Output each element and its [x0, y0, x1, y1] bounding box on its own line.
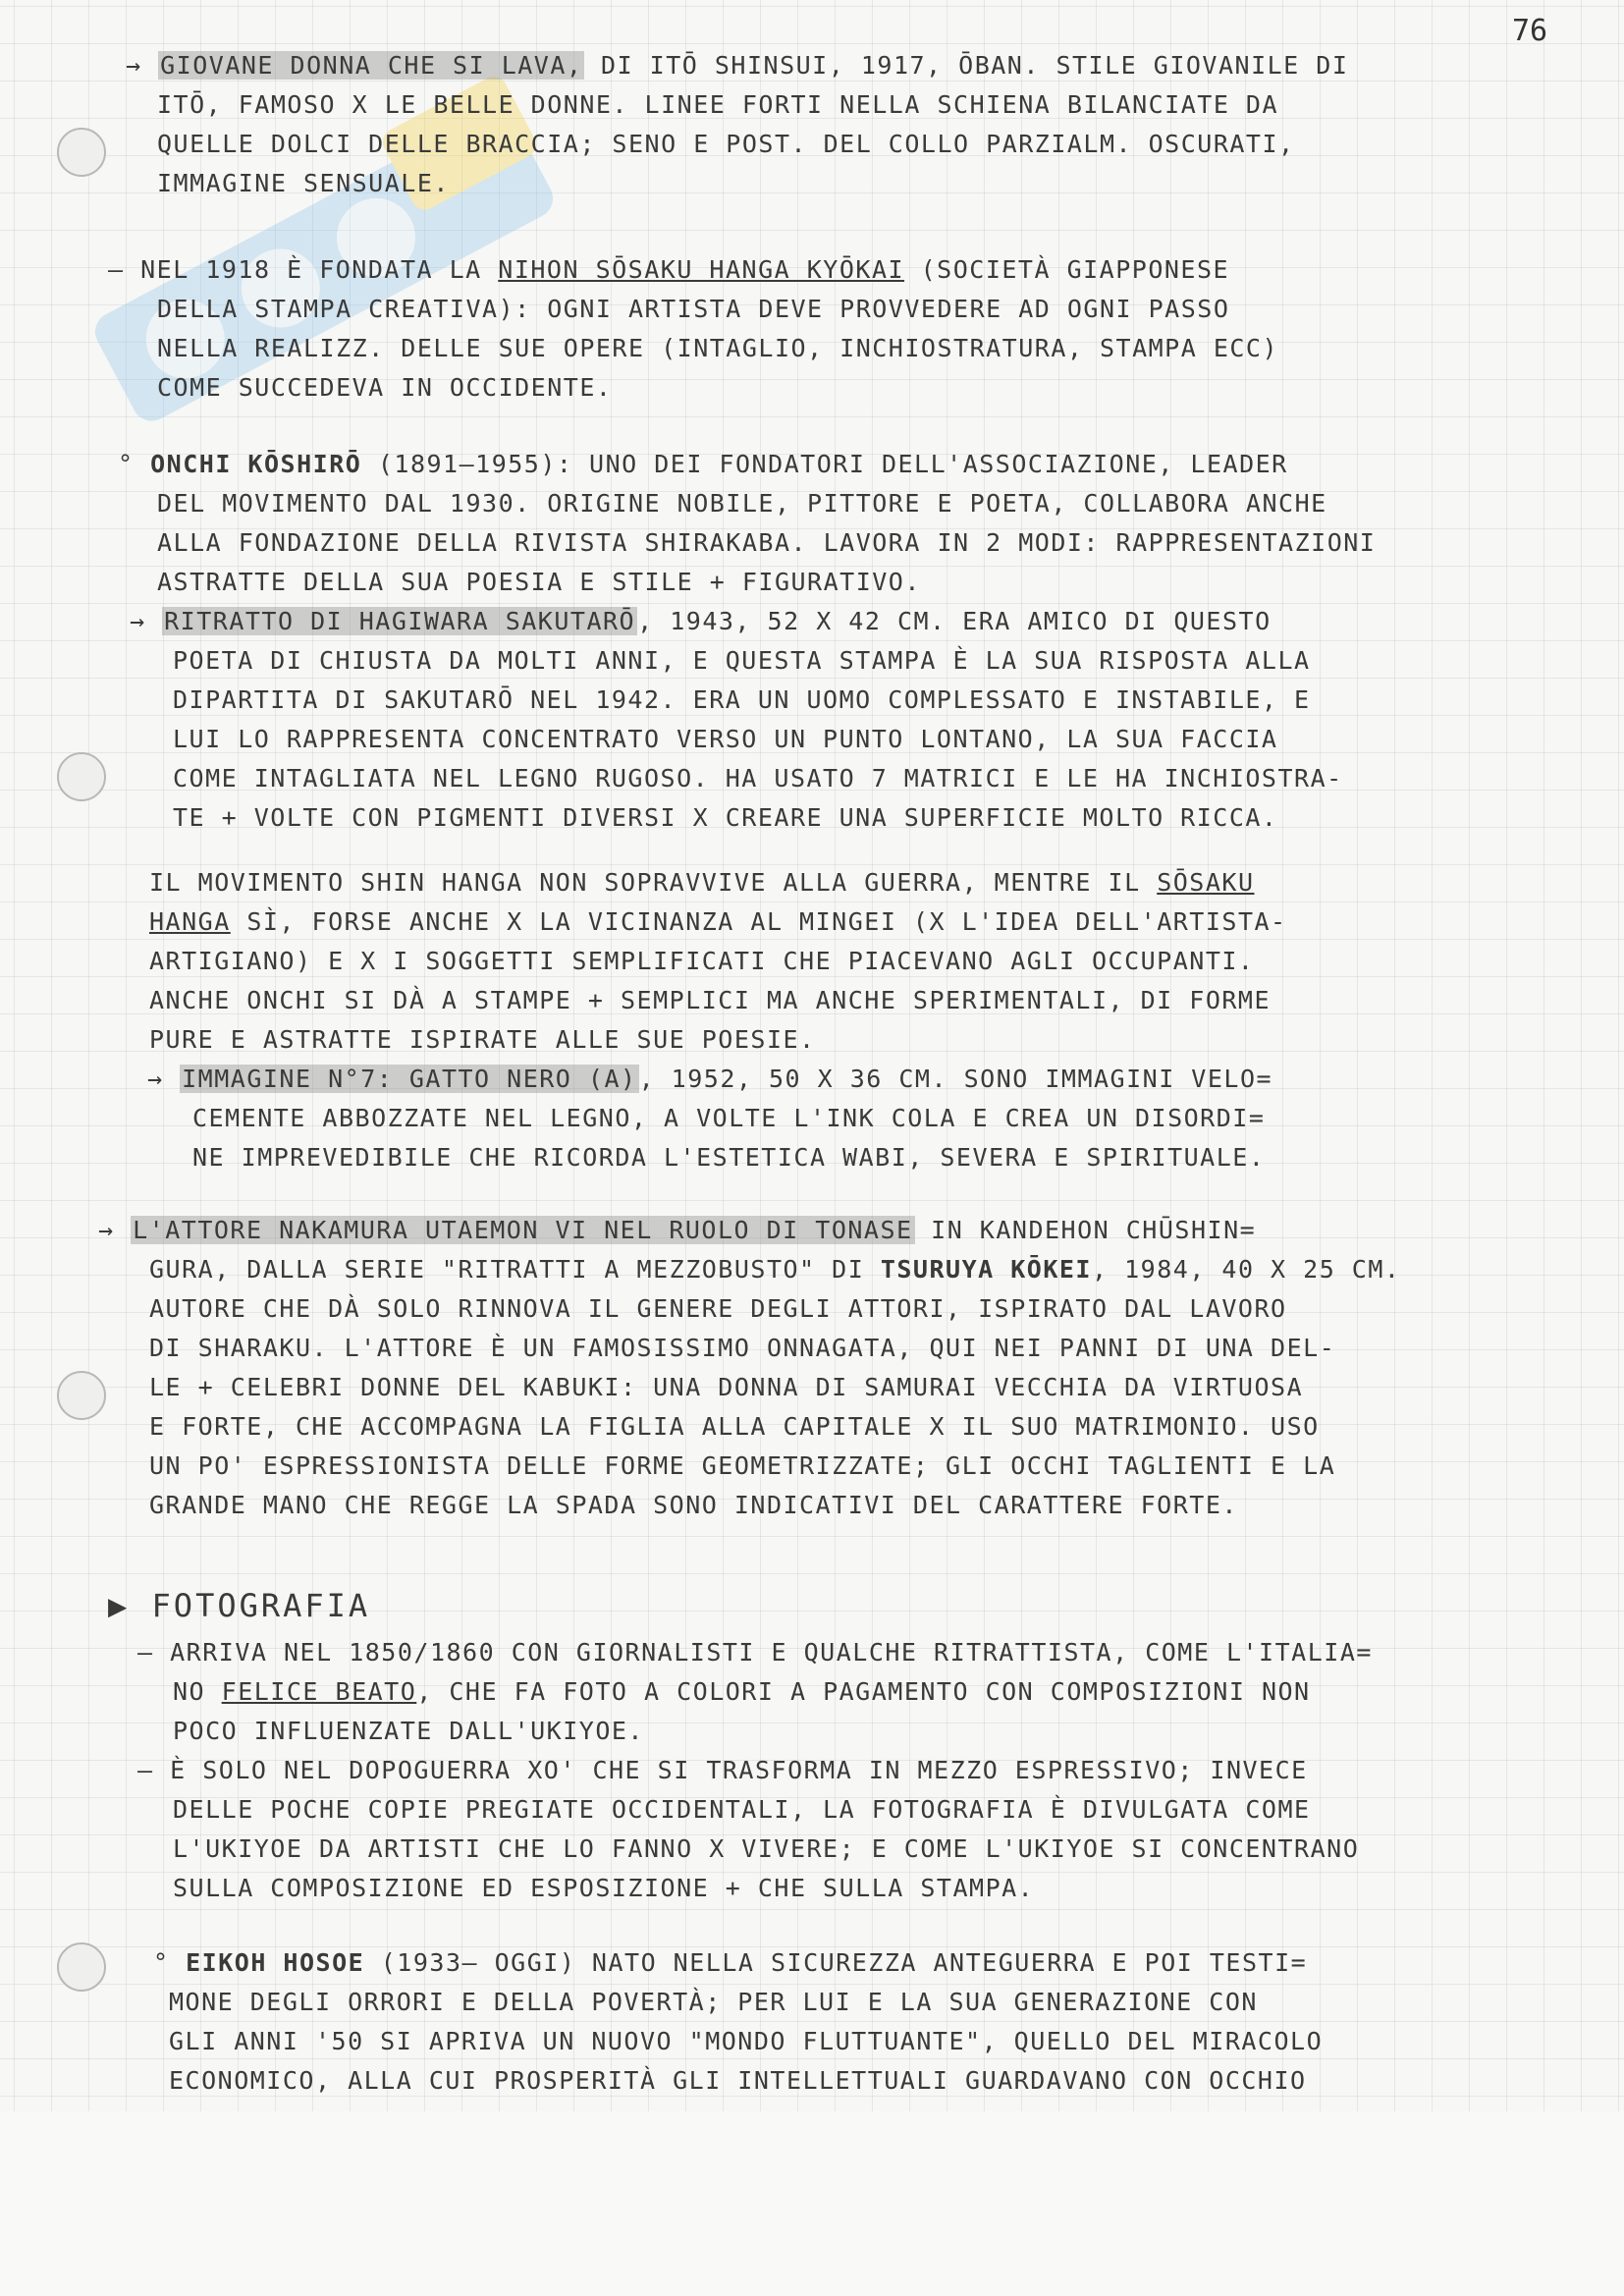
note-text: IN KANDEHON CHŪSHIN= [914, 1216, 1257, 1244]
underlined-term: HANGA [149, 907, 231, 936]
note-line: TE + VOLTE CON PIGMENTI DIVERSI X CREARE UNA SUPERFICIE MOLTO RICCA. [173, 803, 1278, 832]
note-line: DELLE POCHE COPIE PREGIATE OCCIDENTALI, LA FOTOGRAFIA È DIVULGATA COME [173, 1795, 1311, 1824]
note-line: MONE DEGLI ORRORI E DELLA POVERTÀ; PER LUI E LA SUA GENERAZIONE CON [169, 1988, 1258, 2016]
note-line: ASTRATTE DELLA SUA POESIA E STILE + FIGURATIVO. [157, 568, 921, 596]
note-line: LUI LO RAPPRESENTA CONCENTRATO VERSO UN PUNTO LONTANO, LA SUA FACCIA [173, 725, 1278, 753]
note-line: COME INTAGLIATA NEL LEGNO RUGOSO. HA USATO 7 MATRICI E LE HA INCHIOSTRA- [173, 764, 1343, 793]
underlined-term: FELICE BEATO [221, 1677, 417, 1706]
arrow-icon: → [126, 51, 142, 80]
note-text: , 1984, 40 X 25 CM. [1091, 1255, 1401, 1284]
note-text: ARRIVA NEL 1850/1860 CON GIORNALISTI E QUALCHE RITRATTISTA, COME L'ITALIA= [170, 1638, 1373, 1667]
note-text: , CHE FA FOTO A COLORI A PAGAMENTO CON COMPOSIZIONI NON [416, 1677, 1311, 1706]
note-text: DI ITŌ SHINSUI, 1917, ŌBAN. STILE GIOVANILE DI [584, 51, 1349, 80]
dash-bullet: – [137, 1638, 154, 1667]
note-text: NEL 1918 È FONDATA LA [140, 255, 499, 284]
note-text: È SOLO NEL DOPOGUERRA XO' CHE SI TRASFORMA IN MEZZO ESPRESSIVO; INVECE [170, 1756, 1308, 1784]
artist-name: ONCHI KŌSHIRŌ [150, 450, 362, 478]
note-line [118, 450, 1288, 478]
artist-name: TSURUYA KŌKEI [880, 1255, 1092, 1284]
note-line [149, 907, 1287, 936]
note-line [137, 1756, 1308, 1784]
note-line: POETA DI CHIUSTA DA MOLTI ANNI, E QUESTA STAMPA È LA SUA RISPOSTA ALLA [173, 646, 1311, 675]
binder-hole [57, 1942, 106, 1992]
note-line [98, 1216, 1256, 1244]
note-text: , 1952, 50 X 36 CM. SONO IMMAGINI VELO= [638, 1065, 1273, 1093]
note-text: SÌ, FORSE ANCHE X LA VICINANZA AL MINGEI (X L'IDEA DELL'ARTISTA- [230, 907, 1287, 936]
note-line: DELLA STAMPA CREATIVA): OGNI ARTISTA DEVE PROVVEDERE AD OGNI PASSO [157, 295, 1230, 323]
note-line: E FORTE, CHE ACCOMPAGNA LA FIGLIA ALLA CAPITALE X IL SUO MATRIMONIO. USO [149, 1412, 1320, 1441]
note-line: QUELLE DOLCI DELLE BRACCIA; SENO E POST. DEL COLLO PARZIALM. OSCURATI, [157, 130, 1295, 158]
arrow-icon: → [147, 1065, 164, 1093]
note-line: ARTIGIANO) E X I SOGGETTI SEMPLIFICATI CHE PIACEVANO AGLI OCCUPANTI. [149, 947, 1255, 975]
note-text: (SOCIETÀ GIAPPONESE [904, 255, 1230, 284]
binder-hole [57, 1371, 106, 1420]
note-line: L'UKIYOE DA ARTISTI CHE LO FANNO X VIVERE; E COME L'UKIYOE SI CONCENTRANO [173, 1834, 1360, 1863]
triangle-marker-icon: ▶ [108, 1587, 131, 1624]
arrow-icon: → [98, 1216, 115, 1244]
note-text: (1933– OGGI) NATO NELLA SICUREZZA ANTEGUERRA E POI TESTI= [364, 1948, 1308, 1977]
note-line: ITŌ, FAMOSO X LE BELLE DONNE. LINEE FORTI NELLA SCHIENA BILANCIATE DA [157, 90, 1279, 119]
note-line: SULLA COMPOSIZIONE ED ESPOSIZIONE + CHE SULLA STAMPA. [173, 1874, 1035, 1902]
underlined-term: NIHON SŌSAKU HANGA KYŌKAI [498, 255, 905, 284]
dash-bullet: – [137, 1756, 154, 1784]
note-line: GRANDE MANO CHE REGGE LA SPADA SONO INDICATIVI DEL CARATTERE FORTE. [149, 1491, 1238, 1519]
note-line [137, 1638, 1373, 1667]
note-line [173, 1677, 1311, 1706]
highlighted-title: GIOVANE DONNA CHE SI LAVA, [160, 51, 583, 80]
note-line: DEL MOVIMENTO DAL 1930. ORIGINE NOBILE, PITTORE E POETA, COLLABORA ANCHE [157, 489, 1327, 518]
note-line [149, 1255, 1400, 1284]
note-line: GLI ANNI '50 SI APRIVA UN NUOVO "MONDO FLUTTUANTE", QUELLO DEL MIRACOLO [169, 2027, 1324, 2055]
circle-bullet: ° [153, 1948, 170, 1977]
circle-bullet: ° [118, 450, 135, 478]
note-line: POCO INFLUENZATE DALL'UKIYOE. [173, 1717, 644, 1745]
note-line: UN PO' ESPRESSIONISTA DELLE FORME GEOMETRIZZATE; GLI OCCHI TAGLIENTI E LA [149, 1451, 1336, 1480]
highlighted-title: L'ATTORE NAKAMURA UTAEMON VI NEL RUOLO DI TONASE [133, 1216, 913, 1244]
page-number: 76 [1512, 14, 1548, 48]
note-line: ALLA FONDAZIONE DELLA RIVISTA SHIRAKABA. LAVORA IN 2 MODI: RAPPRESENTAZIONI [157, 528, 1377, 557]
page-bottom-margin [0, 2111, 1624, 2296]
highlighted-title: RITRATTO DI HAGIWARA SAKUTARŌ [164, 607, 636, 635]
note-line: COME SUCCEDEVA IN OCCIDENTE. [157, 373, 613, 402]
note-line [130, 607, 1272, 635]
highlighted-title: IMMAGINE N°7: GATTO NERO (A) [182, 1065, 637, 1093]
note-line: CEMENTE ABBOZZATE NEL LEGNO, A VOLTE L'INK COLA E CREA UN DISORDI= [192, 1104, 1266, 1132]
note-line: NELLA REALIZZ. DELLE SUE OPERE (INTAGLIO, INCHIOSTRATURA, STAMPA ECC) [157, 334, 1279, 362]
binder-hole [57, 752, 106, 801]
note-line: AUTORE CHE DÀ SOLO RINNOVA IL GENERE DEGLI ATTORI, ISPIRATO DAL LAVORO [149, 1294, 1287, 1323]
note-text: (1891–1955): UNO DEI FONDATORI DELL'ASSOCIAZIONE, LEADER [361, 450, 1288, 478]
note-line: DIPARTITA DI SAKUTARŌ NEL 1942. ERA UN UOMO COMPLESSATO E INSTABILE, E [173, 685, 1311, 714]
note-line [149, 868, 1255, 897]
note-text: IL MOVIMENTO SHIN HANGA NON SOPRAVVIVE ALLA GUERRA, MENTRE IL [149, 868, 1158, 897]
note-line: NE IMPREVEDIBILE CHE RICORDA L'ESTETICA WABI, SEVERA E SPIRITUALE. [192, 1143, 1266, 1172]
note-line [126, 51, 1348, 80]
note-line: LE + CELEBRI DONNE DEL KABUKI: UNA DONNA DI SAMURAI VECCHIA DA VIRTUOSA [149, 1373, 1304, 1401]
note-line: DI SHARAKU. L'ATTORE È UN FAMOSISSIMO ONNAGATA, QUI NEI PANNI DI UNA DEL- [149, 1334, 1336, 1362]
underlined-term: SŌSAKU [1157, 868, 1255, 897]
note-line [153, 1948, 1307, 1977]
note-line: PURE E ASTRATTE ISPIRATE ALLE SUE POESIE. [149, 1025, 816, 1054]
note-line: IMMAGINE SENSUALE. [157, 169, 450, 197]
note-text: , 1943, 52 X 42 CM. ERA AMICO DI QUESTO [637, 607, 1272, 635]
section-title: FOTOGRAFIA [151, 1587, 371, 1624]
binder-hole [57, 128, 106, 177]
dash-bullet: – [108, 255, 125, 284]
note-line [108, 255, 1229, 284]
note-text: NO [173, 1677, 222, 1706]
arrow-icon: → [130, 607, 146, 635]
note-text: GURA, DALLA SERIE "RITRATTI A MEZZOBUSTO" DI [149, 1255, 881, 1284]
note-line: ANCHE ONCHI SI DÀ A STAMPE + SEMPLICI MA ANCHE SPERIMENTALI, DI FORME [149, 986, 1272, 1014]
artist-name: EIKOH HOSOE [186, 1948, 365, 1977]
section-heading [108, 1587, 370, 1624]
note-line [147, 1065, 1272, 1093]
note-line: ECONOMICO, ALLA CUI PROSPERITÀ GLI INTELLETTUALI GUARDAVANO CON OCCHIO [169, 2066, 1307, 2095]
